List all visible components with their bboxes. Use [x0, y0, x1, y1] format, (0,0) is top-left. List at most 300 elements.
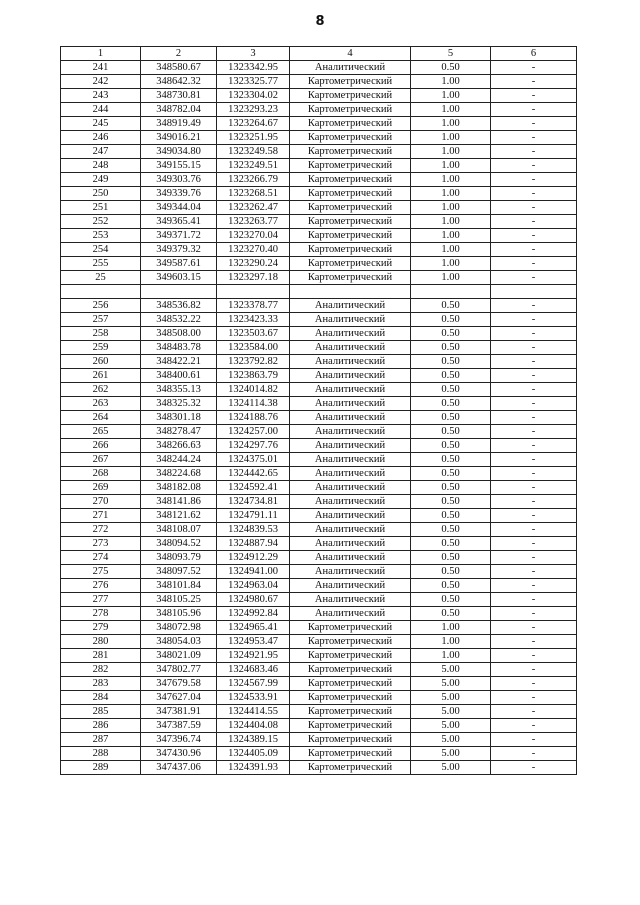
accuracy-cell: 1.00 [411, 215, 491, 229]
point-number-cell: 248 [61, 159, 141, 173]
note-cell: - [491, 495, 577, 509]
method-cell: Картометрический [290, 187, 411, 201]
accuracy-cell: 1.00 [411, 229, 491, 243]
x-coordinate-cell: 348266.63 [141, 439, 217, 453]
table-row [61, 523, 577, 537]
table-row [61, 621, 577, 635]
point-number-cell: 256 [61, 299, 141, 313]
x-coordinate-cell: 348224.68 [141, 467, 217, 481]
point-number-cell: 266 [61, 439, 141, 453]
accuracy-cell: 1.00 [411, 173, 491, 187]
y-coordinate-cell: 1323270.04 [217, 229, 290, 243]
method-cell: Картометрический [290, 117, 411, 131]
y-coordinate-cell: 1324533.91 [217, 691, 290, 705]
method-cell: Картометрический [290, 201, 411, 215]
table-row [61, 187, 577, 201]
method-cell: Картометрический [290, 663, 411, 677]
note-cell: - [491, 159, 577, 173]
accuracy-cell: 5.00 [411, 733, 491, 747]
x-coordinate-cell: 348325.32 [141, 397, 217, 411]
note-cell: - [491, 341, 577, 355]
y-coordinate-cell: 1324567.99 [217, 677, 290, 691]
table-row [61, 453, 577, 467]
x-coordinate-cell [141, 285, 217, 299]
method-cell: Картометрический [290, 677, 411, 691]
page-number: 8 [315, 14, 325, 29]
method-cell: Аналитический [290, 61, 411, 75]
table-row [61, 103, 577, 117]
x-coordinate-cell: 347396.74 [141, 733, 217, 747]
point-number-cell: 251 [61, 201, 141, 215]
point-number-cell: 244 [61, 103, 141, 117]
accuracy-cell: 0.50 [411, 411, 491, 425]
accuracy-cell: 0.50 [411, 425, 491, 439]
accuracy-cell: 0.50 [411, 355, 491, 369]
accuracy-cell: 1.00 [411, 257, 491, 271]
method-cell: Картометрический [290, 257, 411, 271]
point-number-cell: 271 [61, 509, 141, 523]
x-coordinate-cell: 348278.47 [141, 425, 217, 439]
note-cell: - [491, 677, 577, 691]
y-coordinate-cell: 1323263.77 [217, 215, 290, 229]
accuracy-cell: 1.00 [411, 131, 491, 145]
method-cell: Картометрический [290, 89, 411, 103]
note-cell: - [491, 663, 577, 677]
y-coordinate-cell: 1324404.08 [217, 719, 290, 733]
method-cell: Аналитический [290, 425, 411, 439]
table-row [61, 551, 577, 565]
method-cell: Картометрический [290, 761, 411, 775]
y-coordinate-cell: 1323378.77 [217, 299, 290, 313]
point-number-cell: 249 [61, 173, 141, 187]
point-number-cell: 289 [61, 761, 141, 775]
y-coordinate-cell: 1324953.47 [217, 635, 290, 649]
x-coordinate-cell: 349344.04 [141, 201, 217, 215]
y-coordinate-cell: 1324963.04 [217, 579, 290, 593]
y-coordinate-cell: 1324375.01 [217, 453, 290, 467]
accuracy-cell: 0.50 [411, 341, 491, 355]
note-cell: - [491, 75, 577, 89]
y-coordinate-cell: 1323342.95 [217, 61, 290, 75]
x-coordinate-cell: 348093.79 [141, 551, 217, 565]
point-number-cell: 267 [61, 453, 141, 467]
table-row [61, 411, 577, 425]
note-cell: - [491, 103, 577, 117]
x-coordinate-cell: 348782.04 [141, 103, 217, 117]
x-coordinate-cell: 348730.81 [141, 89, 217, 103]
x-coordinate-cell: 349016.21 [141, 131, 217, 145]
y-coordinate-cell: 1323249.51 [217, 159, 290, 173]
method-cell: Аналитический [290, 593, 411, 607]
accuracy-cell: 1.00 [411, 89, 491, 103]
method-cell: Аналитический [290, 607, 411, 621]
accuracy-cell: 0.50 [411, 467, 491, 481]
accuracy-cell: 1.00 [411, 187, 491, 201]
accuracy-cell: 1.00 [411, 145, 491, 159]
method-cell: Аналитический [290, 537, 411, 551]
note-cell: - [491, 439, 577, 453]
x-coordinate-cell: 347437.06 [141, 761, 217, 775]
y-coordinate-cell: 1323266.79 [217, 173, 290, 187]
table-header-row [61, 47, 577, 61]
note-cell: - [491, 201, 577, 215]
y-coordinate-cell: 1323262.47 [217, 201, 290, 215]
note-cell: - [491, 523, 577, 537]
note-cell: - [491, 565, 577, 579]
note-cell: - [491, 411, 577, 425]
method-cell: Аналитический [290, 453, 411, 467]
x-coordinate-cell: 349034.80 [141, 145, 217, 159]
y-coordinate-cell: 1324992.84 [217, 607, 290, 621]
x-coordinate-cell: 348483.78 [141, 341, 217, 355]
table-row [61, 747, 577, 761]
point-number-cell: 253 [61, 229, 141, 243]
point-number-cell [61, 285, 141, 299]
accuracy-cell: 0.50 [411, 313, 491, 327]
x-coordinate-cell: 348536.82 [141, 299, 217, 313]
table-row [61, 117, 577, 131]
y-coordinate-cell: 1324389.15 [217, 733, 290, 747]
y-coordinate-cell: 1324188.76 [217, 411, 290, 425]
table-row [61, 579, 577, 593]
y-coordinate-cell: 1323304.02 [217, 89, 290, 103]
x-coordinate-cell: 348532.22 [141, 313, 217, 327]
point-number-cell: 25 [61, 271, 141, 285]
note-cell: - [491, 145, 577, 159]
y-coordinate-cell: 1324297.76 [217, 439, 290, 453]
accuracy-cell: 0.50 [411, 383, 491, 397]
x-coordinate-cell: 348105.96 [141, 607, 217, 621]
note-cell: - [491, 89, 577, 103]
y-coordinate-cell [217, 285, 290, 299]
accuracy-cell: 1.00 [411, 103, 491, 117]
point-number-cell: 288 [61, 747, 141, 761]
y-coordinate-cell: 1323792.82 [217, 355, 290, 369]
table-row [61, 509, 577, 523]
point-number-cell: 283 [61, 677, 141, 691]
y-coordinate-cell: 1323264.67 [217, 117, 290, 131]
y-coordinate-cell: 1324391.93 [217, 761, 290, 775]
table-body [61, 61, 577, 775]
note-cell: - [491, 257, 577, 271]
y-coordinate-cell: 1323423.33 [217, 313, 290, 327]
point-number-cell: 287 [61, 733, 141, 747]
note-cell: - [491, 383, 577, 397]
x-coordinate-cell: 349379.32 [141, 243, 217, 257]
y-coordinate-cell: 1324734.81 [217, 495, 290, 509]
y-coordinate-cell: 1324912.29 [217, 551, 290, 565]
x-coordinate-cell: 348580.67 [141, 61, 217, 75]
y-coordinate-cell: 1324414.55 [217, 705, 290, 719]
column-header: 2 [141, 47, 217, 61]
column-header: 3 [217, 47, 290, 61]
x-coordinate-cell: 348072.98 [141, 621, 217, 635]
accuracy-cell: 5.00 [411, 719, 491, 733]
y-coordinate-cell: 1324839.53 [217, 523, 290, 537]
x-coordinate-cell: 348021.09 [141, 649, 217, 663]
accuracy-cell: 0.50 [411, 327, 491, 341]
point-number-cell: 274 [61, 551, 141, 565]
note-cell: - [491, 649, 577, 663]
note-cell: - [491, 313, 577, 327]
accuracy-cell: 0.50 [411, 579, 491, 593]
point-number-cell: 260 [61, 355, 141, 369]
point-number-cell: 261 [61, 369, 141, 383]
note-cell: - [491, 481, 577, 495]
table-row [61, 481, 577, 495]
y-coordinate-cell: 1323293.23 [217, 103, 290, 117]
x-coordinate-cell: 348094.52 [141, 537, 217, 551]
point-number-cell: 245 [61, 117, 141, 131]
method-cell: Аналитический [290, 523, 411, 537]
table-row [61, 565, 577, 579]
accuracy-cell: 5.00 [411, 761, 491, 775]
method-cell: Картометрический [290, 691, 411, 705]
note-cell: - [491, 243, 577, 257]
accuracy-cell: 1.00 [411, 243, 491, 257]
x-coordinate-cell: 347381.91 [141, 705, 217, 719]
note-cell: - [491, 747, 577, 761]
accuracy-cell: 5.00 [411, 691, 491, 705]
note-cell: - [491, 61, 577, 75]
note-cell: - [491, 397, 577, 411]
note-cell: - [491, 327, 577, 341]
table-row [61, 383, 577, 397]
method-cell: Аналитический [290, 411, 411, 425]
point-number-cell: 269 [61, 481, 141, 495]
accuracy-cell: 0.50 [411, 537, 491, 551]
y-coordinate-cell: 1324941.00 [217, 565, 290, 579]
point-number-cell: 246 [61, 131, 141, 145]
x-coordinate-cell: 348101.84 [141, 579, 217, 593]
table-row [61, 285, 577, 299]
table-row [61, 313, 577, 327]
point-number-cell: 259 [61, 341, 141, 355]
y-coordinate-cell: 1324980.67 [217, 593, 290, 607]
accuracy-cell: 0.50 [411, 593, 491, 607]
y-coordinate-cell: 1324014.82 [217, 383, 290, 397]
method-cell: Аналитический [290, 509, 411, 523]
note-cell: - [491, 215, 577, 229]
accuracy-cell: 1.00 [411, 271, 491, 285]
point-number-cell: 250 [61, 187, 141, 201]
accuracy-cell: 0.50 [411, 439, 491, 453]
point-number-cell: 257 [61, 313, 141, 327]
accuracy-cell: 0.50 [411, 61, 491, 75]
column-header: 5 [411, 47, 491, 61]
method-cell: Аналитический [290, 341, 411, 355]
note-cell: - [491, 593, 577, 607]
table-row [61, 425, 577, 439]
x-coordinate-cell: 348400.61 [141, 369, 217, 383]
y-coordinate-cell: 1323270.40 [217, 243, 290, 257]
table-row [61, 131, 577, 145]
accuracy-cell: 1.00 [411, 159, 491, 173]
accuracy-cell: 5.00 [411, 705, 491, 719]
method-cell: Картометрический [290, 705, 411, 719]
accuracy-cell: 0.50 [411, 523, 491, 537]
x-coordinate-cell: 349303.76 [141, 173, 217, 187]
point-number-cell: 272 [61, 523, 141, 537]
column-header: 6 [491, 47, 577, 61]
x-coordinate-cell: 349603.15 [141, 271, 217, 285]
x-coordinate-cell: 348244.24 [141, 453, 217, 467]
accuracy-cell: 0.50 [411, 565, 491, 579]
coordinates-table [60, 46, 577, 775]
x-coordinate-cell: 348355.13 [141, 383, 217, 397]
table-row [61, 369, 577, 383]
note-cell: - [491, 173, 577, 187]
point-number-cell: 285 [61, 705, 141, 719]
note-cell: - [491, 117, 577, 131]
y-coordinate-cell: 1323503.67 [217, 327, 290, 341]
method-cell: Картометрический [290, 145, 411, 159]
table-row [61, 719, 577, 733]
accuracy-cell: 0.50 [411, 481, 491, 495]
point-number-cell: 255 [61, 257, 141, 271]
method-cell: Аналитический [290, 467, 411, 481]
point-number-cell: 277 [61, 593, 141, 607]
table-row [61, 341, 577, 355]
table-row [61, 215, 577, 229]
x-coordinate-cell: 349587.61 [141, 257, 217, 271]
x-coordinate-cell: 349339.76 [141, 187, 217, 201]
method-cell: Аналитический [290, 579, 411, 593]
note-cell: - [491, 551, 577, 565]
point-number-cell: 268 [61, 467, 141, 481]
accuracy-cell: 0.50 [411, 453, 491, 467]
method-cell: Картометрический [290, 719, 411, 733]
table-row [61, 145, 577, 159]
method-cell: Картометрический [290, 635, 411, 649]
method-cell: Картометрический [290, 733, 411, 747]
method-cell: Картометрический [290, 173, 411, 187]
point-number-cell: 252 [61, 215, 141, 229]
x-coordinate-cell: 348919.49 [141, 117, 217, 131]
note-cell: - [491, 635, 577, 649]
note-cell: - [491, 229, 577, 243]
y-coordinate-cell: 1323584.00 [217, 341, 290, 355]
table-row [61, 691, 577, 705]
note-cell: - [491, 761, 577, 775]
point-number-cell: 262 [61, 383, 141, 397]
method-cell: Аналитический [290, 565, 411, 579]
accuracy-cell: 5.00 [411, 677, 491, 691]
table-row [61, 327, 577, 341]
point-number-cell: 280 [61, 635, 141, 649]
table-row [61, 649, 577, 663]
point-number-cell: 270 [61, 495, 141, 509]
table-row [61, 61, 577, 75]
table-row [61, 397, 577, 411]
note-cell: - [491, 509, 577, 523]
y-coordinate-cell: 1324965.41 [217, 621, 290, 635]
method-cell: Картометрический [290, 75, 411, 89]
column-header: 4 [290, 47, 411, 61]
point-number-cell: 263 [61, 397, 141, 411]
x-coordinate-cell: 348054.03 [141, 635, 217, 649]
table-row [61, 243, 577, 257]
accuracy-cell: 0.50 [411, 551, 491, 565]
method-cell: Картометрический [290, 747, 411, 761]
x-coordinate-cell: 348105.25 [141, 593, 217, 607]
method-cell: Аналитический [290, 355, 411, 369]
table-row [61, 201, 577, 215]
x-coordinate-cell: 348642.32 [141, 75, 217, 89]
method-cell: Аналитический [290, 383, 411, 397]
point-number-cell: 279 [61, 621, 141, 635]
table-row [61, 537, 577, 551]
x-coordinate-cell: 348301.18 [141, 411, 217, 425]
x-coordinate-cell: 348097.52 [141, 565, 217, 579]
note-cell: - [491, 355, 577, 369]
table-row [61, 299, 577, 313]
point-number-cell: 278 [61, 607, 141, 621]
y-coordinate-cell: 1324114.38 [217, 397, 290, 411]
accuracy-cell [411, 285, 491, 299]
x-coordinate-cell: 347679.58 [141, 677, 217, 691]
point-number-cell: 258 [61, 327, 141, 341]
table-row [61, 495, 577, 509]
note-cell: - [491, 537, 577, 551]
y-coordinate-cell: 1324405.09 [217, 747, 290, 761]
method-cell: Аналитический [290, 397, 411, 411]
point-number-cell: 286 [61, 719, 141, 733]
note-cell: - [491, 621, 577, 635]
note-cell: - [491, 733, 577, 747]
table-row [61, 229, 577, 243]
table-row [61, 663, 577, 677]
table-row [61, 257, 577, 271]
note-cell: - [491, 467, 577, 481]
point-number-cell: 275 [61, 565, 141, 579]
x-coordinate-cell: 349365.41 [141, 215, 217, 229]
x-coordinate-cell: 348508.00 [141, 327, 217, 341]
accuracy-cell: 1.00 [411, 649, 491, 663]
table-row [61, 467, 577, 481]
x-coordinate-cell: 348422.21 [141, 355, 217, 369]
y-coordinate-cell: 1324791.11 [217, 509, 290, 523]
accuracy-cell: 1.00 [411, 117, 491, 131]
method-cell: Картометрический [290, 243, 411, 257]
y-coordinate-cell: 1324257.00 [217, 425, 290, 439]
method-cell: Аналитический [290, 299, 411, 313]
table-row [61, 271, 577, 285]
x-coordinate-cell: 347802.77 [141, 663, 217, 677]
note-cell: - [491, 579, 577, 593]
accuracy-cell: 1.00 [411, 621, 491, 635]
point-number-cell: 282 [61, 663, 141, 677]
y-coordinate-cell: 1324442.65 [217, 467, 290, 481]
x-coordinate-cell: 349371.72 [141, 229, 217, 243]
x-coordinate-cell: 347387.59 [141, 719, 217, 733]
table-row [61, 159, 577, 173]
table-row [61, 761, 577, 775]
x-coordinate-cell: 348108.07 [141, 523, 217, 537]
point-number-cell: 247 [61, 145, 141, 159]
method-cell: Картометрический [290, 229, 411, 243]
accuracy-cell: 0.50 [411, 369, 491, 383]
accuracy-cell: 1.00 [411, 201, 491, 215]
method-cell: Картометрический [290, 621, 411, 635]
x-coordinate-cell: 348121.62 [141, 509, 217, 523]
accuracy-cell: 0.50 [411, 607, 491, 621]
method-cell: Картометрический [290, 131, 411, 145]
point-number-cell: 264 [61, 411, 141, 425]
method-cell: Аналитический [290, 481, 411, 495]
y-coordinate-cell: 1323290.24 [217, 257, 290, 271]
method-cell: Аналитический [290, 369, 411, 383]
